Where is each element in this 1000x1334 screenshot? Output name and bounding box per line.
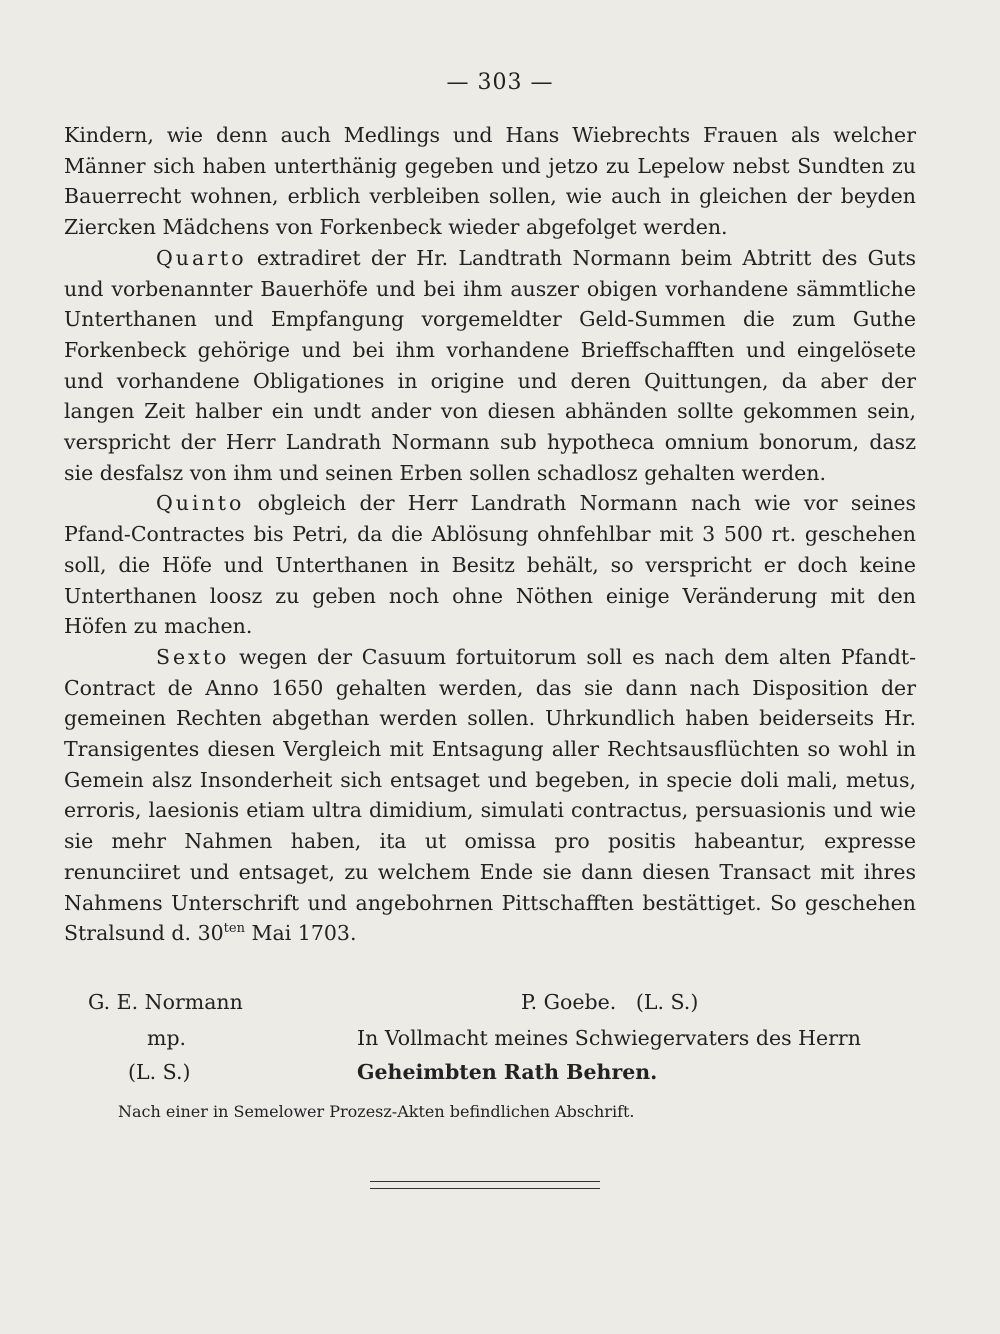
paragraph-2	[64, 243, 916, 489]
paragraph-4-lead: Sexto	[156, 644, 230, 669]
signature-left-mp: mp.	[147, 1026, 187, 1050]
footnote: Nach einer in Semelower Prozesz-Akten befindlichen Abschrift.	[118, 1102, 635, 1121]
signature-right-line-2: In Vollmacht meines Schwiegervaters des Herrn	[357, 1026, 861, 1050]
paragraph-4-date-end: Mai 1703.	[244, 921, 357, 946]
paragraph-2-lead: Quarto	[156, 245, 247, 270]
body-text	[64, 120, 916, 949]
paragraph-3-lead: Quinto	[156, 491, 245, 516]
paragraph-2-text: extradiret der Hr. Landtrath Normann beim Abtritt des Guts und vorbenannter Bauerhöfe und bei ihm auszer obigen vorhandene sämmtliche Unterthanen und Empfangung vorgemeldter Geld-Summen die zum Guthe Forkenbeck gehörige und bei ihm vorhandene Brieffschafften und eingelösete und vorhandene Obligationes in origine und deren Quittungen, da aber der langen Zeit halber ein undt ander von diesen abhänden sollte gekommen sein, verspricht der Herr Landrath Normann sub hypotheca omnium bonorum, dasz sie desfalsz von ihm und seinen Erben sollen schadlosz gehalten werden.	[64, 245, 916, 485]
paragraph-4	[64, 642, 916, 949]
signature-right-name: P. Goebe. (L. S.)	[521, 990, 699, 1014]
paragraph-1: Kindern, wie denn auch Medlings und Hans Wiebrechts Frauen als welcher Männer sich haben unterthänig gegeben und jetzo zu Lepelow nebst Sundten zu Bauerrecht wohnen, erblich verbleiben sollen, wie auch in gleichen der beyden Ziercken Mädchens von Forkenbeck wieder abgefolget werden.	[64, 123, 916, 240]
date-superscript: ten	[223, 921, 245, 937]
page-number: — 303 —	[446, 70, 554, 95]
paragraph-3-text: obgleich der Herr Landrath Normann nach wie vor seines Pfand-Contractes bis Petri, da die Ablösung ohnfehlbar mit 3 500 rt. geschehen soll, die Höfe und Unterthanen in Besitz behält, so verspricht er doch keine Unterthanen loosz zu geben noch ohne Nöthen einige Veränderung mit den Höfen zu machen.	[64, 491, 916, 639]
signature-left-seal: (L. S.)	[128, 1060, 191, 1084]
signature-left-name: G. E. Normann	[88, 990, 243, 1014]
end-double-rule	[370, 1181, 600, 1189]
paragraph-4-text: wegen der Casuum fortuitorum soll es nach dem alten Pfandt-Contract de Anno 1650 gehalten werden, das sie dann nach Disposition der gemeinen Rechten abgethan werden sollen. Uhrkundlich haben beiderseits Hr. Transigentes diesen Vergleich mit Entsagung aller Rechtsausflüchten so wohl in Gemein alsz Insonderheit sich entsaget und begeben, in specie doli mali, metus, erroris, laesionis etiam ultra dimidium, simulati contractus, persuasionis und wie sie mehr Nahmen haben, ita ut omissa pro positis habeantur, expresse renunciiret und entsaget, zu welchem Ende sie dann diesen Transact mit ihres Nahmens Unterschrift und angebohrnen Pittschafften bestättiget. So geschehen Stralsund d. 30	[64, 644, 916, 946]
signature-right-line-3: Geheimbten Rath Behren.	[357, 1060, 658, 1084]
paragraph-3	[64, 488, 916, 642]
